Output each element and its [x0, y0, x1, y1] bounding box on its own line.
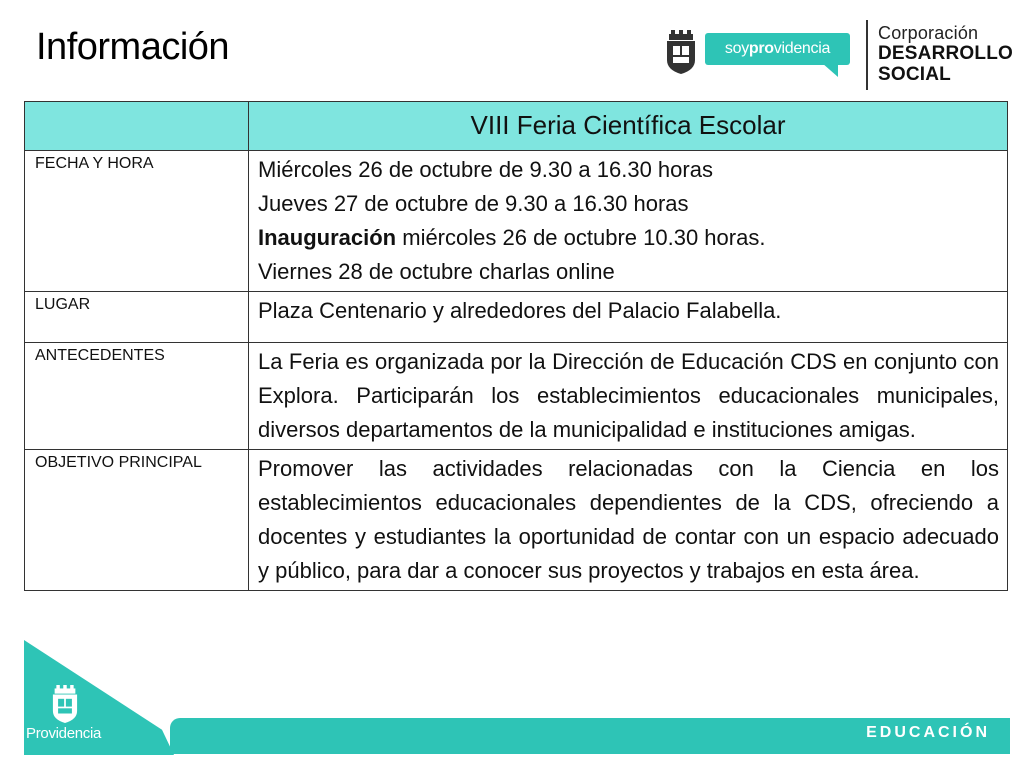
- fecha-line-4: Viernes 28 de octubre charlas online: [258, 259, 615, 284]
- row-label-lugar: LUGAR: [35, 296, 91, 313]
- speech-tail-icon: [822, 63, 838, 77]
- table-title: VIII Feria Científica Escolar: [470, 110, 786, 140]
- fecha-line-1: Miércoles 26 de octubre de 9.30 a 16.30 horas: [258, 157, 713, 182]
- header-title-cell: [249, 102, 1008, 151]
- inauguracion-bold: Inauguración: [258, 225, 397, 250]
- fecha-line-inauguracion: [258, 221, 999, 255]
- footer-municipality: Providencia: [26, 725, 102, 742]
- corp-line1: Corporación: [878, 23, 979, 43]
- logo-divider: [866, 20, 868, 90]
- table-header-row: [25, 102, 1008, 151]
- fecha-line-2: Jueves 27 de octubre de 9.30 a 16.30 horas: [258, 191, 689, 216]
- soyprovidencia-logo: soyprovidencia: [705, 33, 850, 65]
- corp-line2: DESARROLLO: [878, 43, 1013, 64]
- row-value-fecha: [249, 151, 1007, 291]
- row-value-objetivo: Promover las actividades relacionadas con la Ciencia en los establecimientos educacionales dependientes de la CDS, ofreciendo a docentes y estudiantes la oportunidad de contar con un espacio adecuado y público, para dar a conocer sus proyectos y trabajos en esta área.: [258, 456, 999, 583]
- row-label-objetivo: OBJETIVO PRINCIPAL: [35, 454, 202, 471]
- inauguracion-rest: miércoles 26 de octubre 10.30 horas.: [396, 225, 766, 250]
- providencia-crest-icon: [50, 685, 80, 723]
- footer-section-bar: [170, 718, 1010, 754]
- row-value-lugar: Plaza Centenario y alrededores del Palacio Falabella.: [258, 298, 782, 323]
- corporacion-logo: [878, 24, 1013, 84]
- table-row: [25, 292, 1008, 343]
- row-value-antecedentes: La Feria es organizada por la Dirección de Educación CDS en conjunto con Explora. Participarán los establecimientos educacionales municipales, diversos departamentos de la municipalidad e instituciones amigas.: [258, 349, 999, 442]
- table-row: [25, 151, 1008, 292]
- info-table: [24, 101, 1008, 591]
- footer-section-label: EDUCACIÓN: [866, 724, 990, 741]
- row-label-antecedentes: ANTECEDENTES: [35, 347, 165, 364]
- table-row: [25, 343, 1008, 450]
- providencia-crest-icon: [664, 30, 698, 74]
- slide-title: Información: [36, 26, 230, 68]
- table-row: [25, 450, 1008, 591]
- header-empty-cell: [25, 102, 249, 151]
- row-label-fecha: FECHA Y HORA: [35, 155, 154, 172]
- corp-line3: SOCIAL: [878, 64, 951, 85]
